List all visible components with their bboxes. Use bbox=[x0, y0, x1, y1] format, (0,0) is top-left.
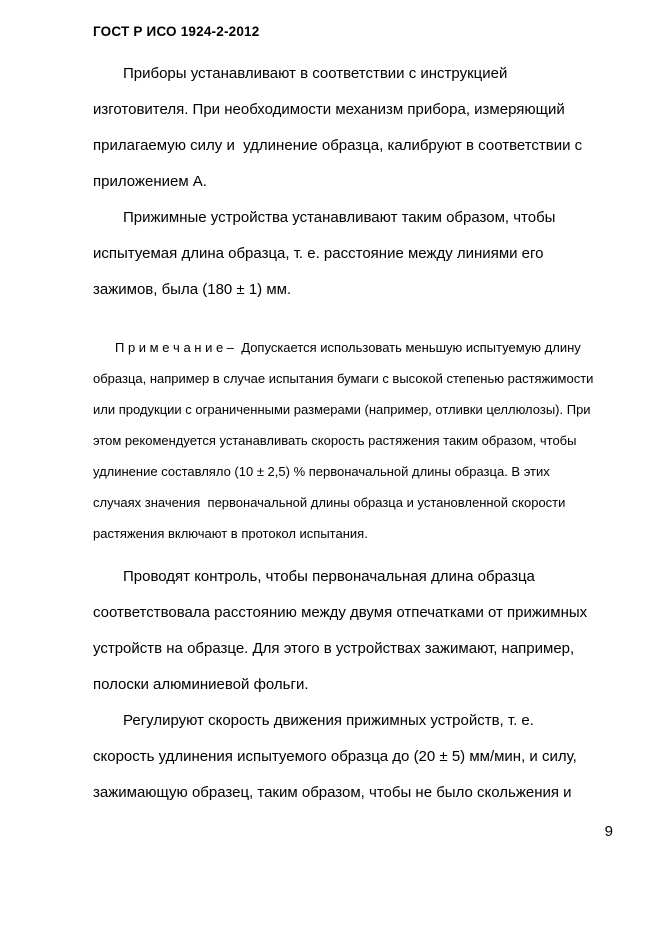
text-line: полоски алюминиевой фольги. bbox=[93, 676, 309, 693]
text-line: зажимов, была (180 ± 1) мм. bbox=[93, 281, 292, 298]
text-line: Проводят контроль, чтобы первоначальная длина образца bbox=[123, 568, 535, 585]
paragraph-length-control bbox=[93, 559, 641, 703]
note-line: этом рекомендуется устанавливать скорость растяжения таким образом, чтобы bbox=[93, 433, 577, 448]
text-line: соответствовала расстоянию между двумя отпечатками от прижимных bbox=[93, 604, 588, 621]
text-line: изготовителя. При необходимости механизм прибора, измеряющий bbox=[93, 101, 565, 118]
paragraph-instruments bbox=[93, 56, 641, 200]
text-line: зажимающую образец, таким образом, чтобы не было скольжения и bbox=[93, 784, 572, 801]
document-content bbox=[93, 24, 641, 811]
note-block bbox=[93, 332, 641, 549]
note-line: П р и м е ч а н и е – Допускается использовать меньшую испытуемую длину bbox=[115, 340, 581, 355]
text-line: испытуемая длина образца, т. е. расстояние между линиями его bbox=[93, 245, 544, 262]
note-line: или продукции с ограниченными размерами (например, отливки целлюлозы). При bbox=[93, 402, 591, 417]
note-line: случаях значения первоначальной длины образца и установленной скорости bbox=[93, 495, 566, 510]
paragraph-speed-regulation bbox=[93, 703, 641, 811]
text-line: Прижимные устройства устанавливают таким образом, чтобы bbox=[123, 209, 556, 226]
note-line: растяжения включают в протокол испытания. bbox=[93, 526, 368, 541]
note-line: образца, например в случае испытания бумаги с высокой степенью растяжимости bbox=[93, 371, 594, 386]
page-number: 9 bbox=[604, 823, 613, 840]
note-line: удлинение составляло (10 ± 2,5) % первоначальной длины образца. В этих bbox=[93, 464, 550, 479]
text-line: приложением А. bbox=[93, 173, 207, 190]
paragraph-clamping-devices bbox=[93, 200, 641, 308]
text-line: Регулируют скорость движения прижимных устройств, т. е. bbox=[123, 712, 534, 729]
text-line: устройств на образце. Для этого в устройствах зажимают, например, bbox=[93, 640, 575, 657]
text-line: скорость удлинения испытуемого образца до (20 ± 5) мм/мин, и силу, bbox=[93, 748, 577, 765]
text-line: Приборы устанавливают в соответствии с инструкцией bbox=[123, 65, 508, 82]
document-header: ГОСТ Р ИСО 1924-2-2012 bbox=[93, 24, 260, 39]
text-line: прилагаемую силу и удлинение образца, калибруют в соответствии с bbox=[93, 137, 583, 154]
